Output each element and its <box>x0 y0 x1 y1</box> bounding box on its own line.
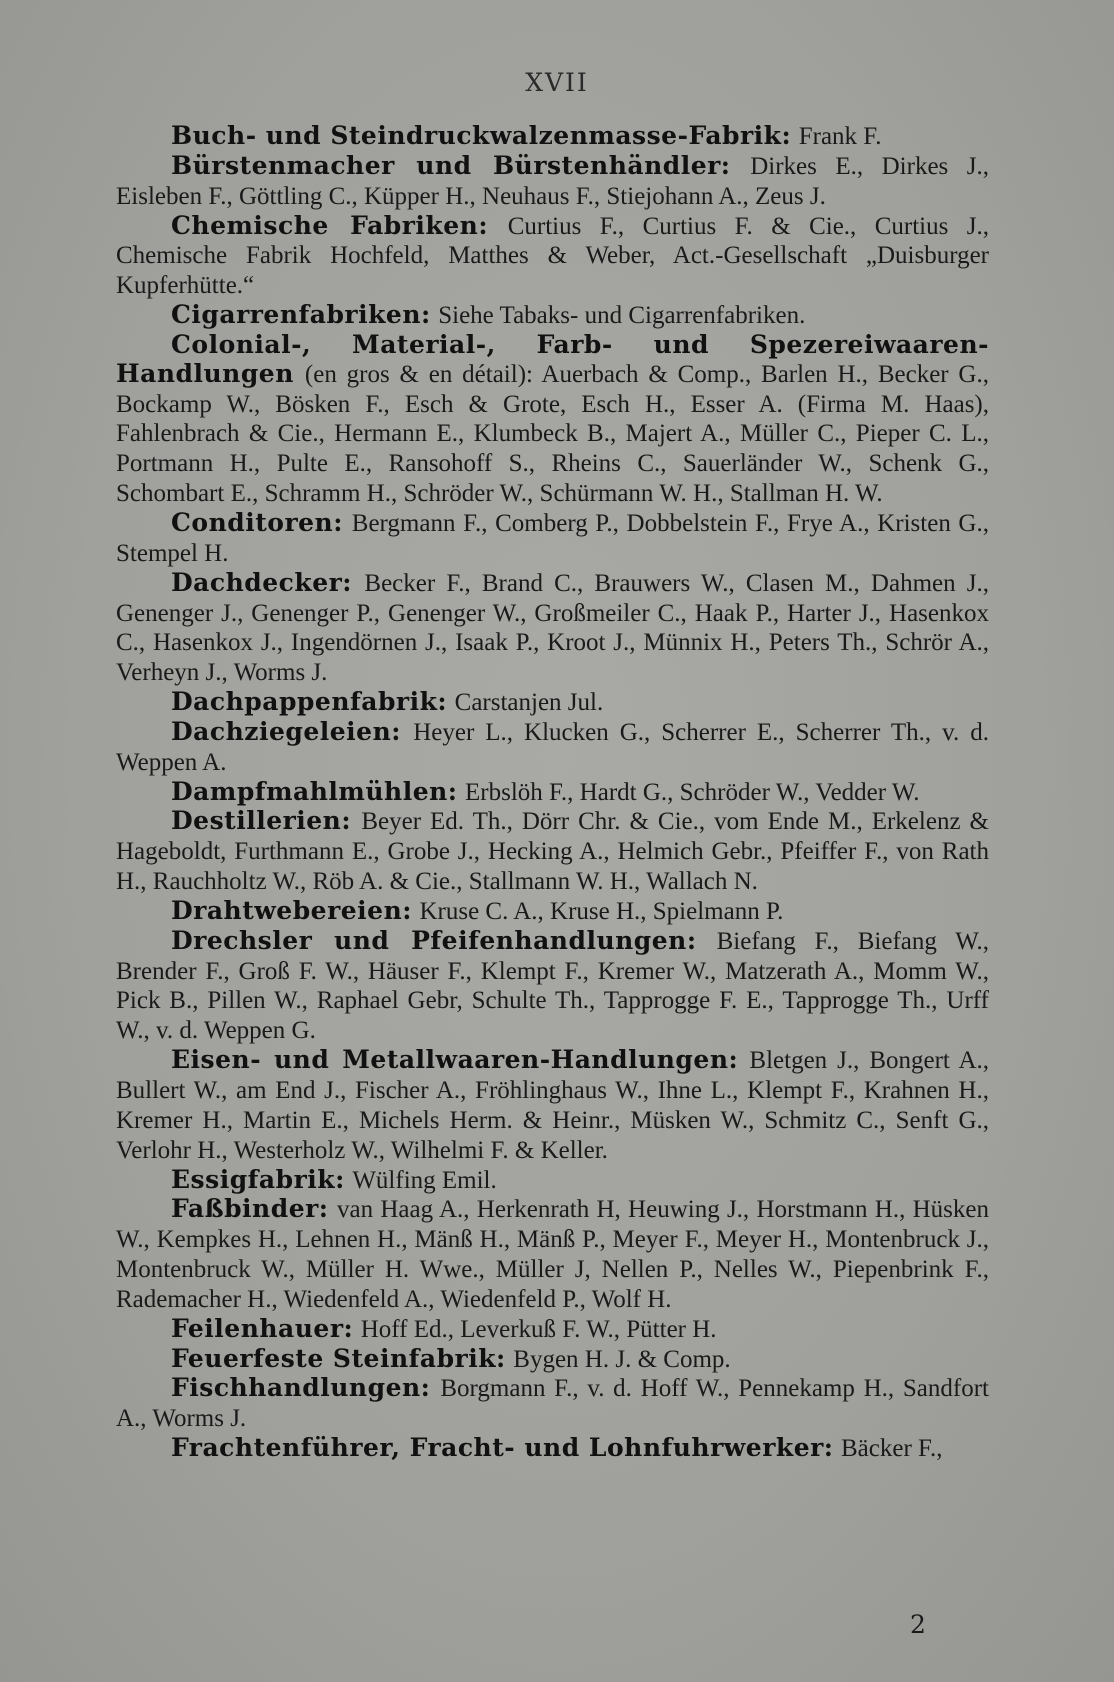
directory-entry <box>116 509 989 569</box>
business-names: Bletgen J., Bongert A., Bullert W., am End J., Fischer A., Fröhlinghaus W., Ihne L., Klempt F., Krahnen H., Kremer H., Martin E., Michels Herm. & Heinr., Müsken W., Schmitz C., Senft G., Verlohr H., Westerholz W., Wilhelmi F. & Keller. <box>116 1047 989 1164</box>
category-label: Essigfabrik: <box>171 1164 345 1194</box>
directory-entry <box>116 718 989 778</box>
page-number-roman: XVII <box>525 68 589 97</box>
directory-entry <box>116 152 989 212</box>
business-names: Borgmann F., v. d. Hoff W., Pennekamp H., Sandfort A., Worms J. <box>116 1375 989 1433</box>
category-label: Feilenhauer: <box>171 1313 354 1343</box>
business-names: Curtius F., Curtius F. & Cie., Curtius J., Chemische Fabrik Hochfeld, Matthes & Weber, Act.-Gesellschaft „Duisburger Kupferhütte.“ <box>116 212 990 300</box>
category-label: Dachziegeleien: <box>171 716 401 746</box>
directory-entry <box>116 122 989 152</box>
business-names: Becker F., Brand C., Brauwers W., Clasen M., Dahmen J., Genenger J., Genenger P., Genenger W., Großmeiler C., Haak P., Harter J., Hasenkox C., Hasenkox J., Ingendörnen J., Isaak P., Kroot J., Münnix H., Peters Th., Schrör A., Verheyn J., Worms J. <box>116 569 989 687</box>
directory-entry <box>116 1195 989 1314</box>
category-label: Faßbinder: <box>171 1194 329 1224</box>
directory-entry <box>116 778 989 808</box>
directory-entry <box>116 927 989 1046</box>
category-label: Drahtwebereien: <box>171 895 412 925</box>
business-names: Erbslöh F., Hardt G., Schröder W., Vedder W. <box>465 778 920 806</box>
directory-entry <box>116 897 989 927</box>
business-names: Hoff Ed., Leverkuß F. W., Pütter H. <box>360 1315 717 1343</box>
category-label: Bürstenmacher und Bürstenhändler: <box>171 150 731 180</box>
business-names: Biefang F., Biefang W., Brender F., Groß F. W., Häuser F., Klempt F., Kremer W., Matzerath A., Momm W., Pick B., Pillen W., Raphael Gebr, Schulte Th., Tapprogge F. E., Tapprogge Th., Urff W., v. d. Weppen G. <box>116 927 989 1045</box>
business-names: van Haag A., Herkenrath H, Heuwing J., Horstmann H., Hüsken W., Kempkes H., Lehnen H., Mänß H., Mänß P., Meyer F., Meyer H., Montenbruck J., Montenbruck W., Müller H. Wwe., Müller J, Nellen P., Nelles W., Piepenbrink F., Rademacher H., Wiedenfeld A., Wiedenfeld P., Wolf H. <box>116 1196 989 1313</box>
directory-entry <box>116 1166 989 1196</box>
directory-entry <box>116 688 989 718</box>
category-label: Colonial-, Material-, Farb- und Spezereiwaaren-Handlungen <box>116 329 989 388</box>
directory-entry <box>116 1374 989 1434</box>
category-label: Frachtenführer, Fracht- und Lohnfuhrwerker: <box>171 1433 834 1463</box>
category-label: Buch- und Steindruckwalzenmasse-Fabrik: <box>171 121 792 150</box>
business-names: Bergmann F., Comberg P., Dobbelstein F., Frye A., Kristen G., Stempel H. <box>116 509 989 567</box>
category-label: Feuerfeste Steinfabrik: <box>171 1343 506 1373</box>
directory-entry <box>116 1345 989 1375</box>
business-names: Bygen H. J. & Comp. <box>513 1345 731 1373</box>
business-names: Beyer Ed. Th., Dörr Chr. & Cie., vom Ende M., Erkelenz & Hageboldt, Furthmann E., Grobe J., Hecking A., Helmich Gebr., Pfeiffer F., von Rath H., Rauchholtz W., Röb A. & Cie., Stallmann W. H., Wallach N. <box>116 808 989 896</box>
business-names: Kruse C. A., Kruse H., Spielmann P. <box>419 897 784 925</box>
directory-entry <box>116 1434 989 1464</box>
business-names: Frank F. <box>798 123 882 150</box>
category-label: Eisen- und Metallwaaren-Handlungen: <box>171 1045 739 1075</box>
directory-entry <box>116 1046 989 1165</box>
category-label: Cigarrenfabriken: <box>171 300 431 330</box>
directory-entry <box>116 569 989 688</box>
business-names: Carstanjen Jul. <box>454 689 604 717</box>
category-label: Destillerien: <box>171 806 352 836</box>
category-label: Dachpappenfabrik: <box>171 687 448 717</box>
business-names: (en gros & en détail): Auerbach & Comp., Barlen H., Becker G., Bockamp W., Bösken F., Esch & Grote, Esch H., Esser A. (Firma M. Haas), Fahlenbrach & Cie., Hermann E., Klumbeck B., Majert A., Müller C., Pieper C. L., Portmann H., Pulte E., Ransohoff S., Rheins C., Sauerländer W., Schenk G., Schombart E., Schramm H., Schröder W., Schürmann W. H., Stallman H. W. <box>116 360 989 508</box>
business-names: Dirkes E., Dirkes J., Eisleben F., Göttling C., Küpper H., Neuhaus F., Stiejohann A., Zeus J. <box>116 152 989 210</box>
directory-listing <box>116 122 989 1464</box>
business-names: Siehe Tabaks- und Cigarrenfabriken. <box>438 302 806 330</box>
directory-entry <box>116 301 989 331</box>
directory-entry <box>116 212 989 302</box>
folio-number: 2 <box>910 1610 926 1639</box>
category-label: Dachdecker: <box>171 567 353 597</box>
directory-entry <box>116 807 989 897</box>
business-names: Heyer L., Klucken G., Scherrer E., Scherrer Th., v. d. Weppen A. <box>116 718 989 776</box>
business-names: Wülfing Emil. <box>352 1166 497 1194</box>
directory-entry <box>116 331 989 509</box>
business-names: Bäcker F., <box>841 1435 943 1463</box>
category-label: Fischhandlungen: <box>171 1373 431 1403</box>
category-label: Conditoren: <box>171 507 343 537</box>
directory-entry <box>116 1315 989 1345</box>
category-label: Chemische Fabriken: <box>171 210 489 240</box>
category-label: Dampfmahlmühlen: <box>171 776 458 806</box>
category-label: Drechsler und Pfeifenhandlungen: <box>171 925 697 955</box>
